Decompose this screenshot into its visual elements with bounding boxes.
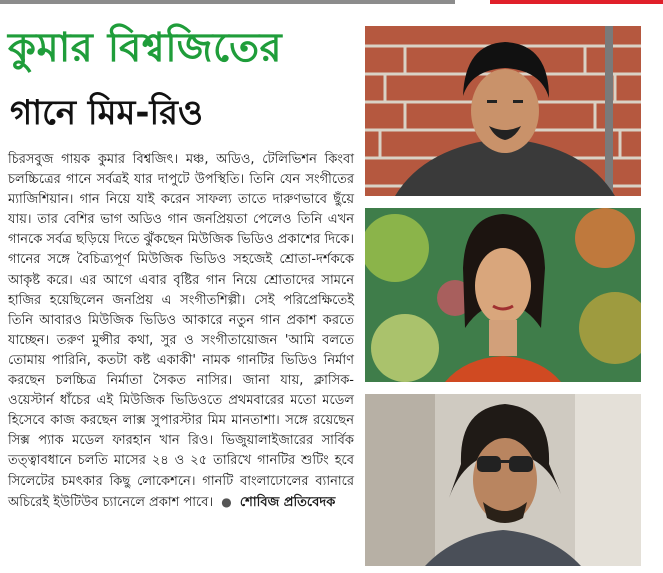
top-rule-grey <box>0 0 455 4</box>
photo-mim-mantasha <box>365 208 641 382</box>
article-byline: শোবিজ প্রতিবেদক <box>239 494 336 510</box>
article-body <box>8 150 354 513</box>
headline-line-2: গানে মিম-রিও <box>10 93 203 133</box>
headline-line-1: কুমার বিশ্বজিতের <box>8 25 283 71</box>
photo-kumar-biswajit <box>365 26 641 196</box>
article-paragraph: চিরসবুজ গায়ক কুমার বিশ্বজিৎ। মঞ্চ, অডিও, টেলিভিশন কিংবা চলচ্চিত্রের গানে সর্বত্রই যার দাপুটে উপস্থিতি। তিনি যেন সংগীতের ম্যাজিশিয়ান। গান নিয়ে যাই করেন সাফল্য তাতে দারুণভাবে ছুঁয়ে যায়। তার বেশির ভাগ অডিও গান জনপ্রিয়তা পেলেও তিনি এখন গানকে সর্বত্র ছড়িয়ে দিতে ঝুঁকছেন মিউজিক ভিডিও প্রকাশের দিকে। গানের সঙ্গে বৈচিত্র্যপূর্ণ মিউজিক ভিডিও সহজেই শ্রোতা-দর্শককে আকৃষ্ট করে। এর আগে এবার বৃষ্টির গান নিয়ে শ্রোতাদের সামনে হাজির হয়েছিলেন জনপ্রিয় এ সংগীতশিল্পী। সেই পরিপ্রেক্ষিতেই তিনি আবারও মিউজিক ভিডিও আকারে নতুন গান প্রকাশ করতে যাচ্ছেন। তরুণ মুন্সীর কথা, সুর ও সংগীতায়োজন 'আমি বলতে তোমায় পারিনি, কতটা কষ্ট একাকী' নামক গানটির ভিডিও নির্মাণ করছেন চলচ্চিত্র নির্মাতা সৈকত নাসির। জানা যায়, ক্লাসিক-ওয়েস্টার্ন ধাঁচের এই মিউজিক ভিডিওতে প্রথমবারের মতো মডেল হিসেবে কাজ করছেন লাক্স সুপারস্টার মিম মানতাশা। সঙ্গে রয়েছেন সিক্স প্যাক মডেল ফারহান খান রিও। ভিজুয়ালাইজারের সার্বিক তত্ত্বাবধানে চলতি মাসের ২৪ ও ২৫ তারিখে গানটির শুটিং হবে সিলেটের চমৎকার কিছু লোকেশনে। গানটি বাংলাঢোলের ব্যানারে অচিরেই ইউটিউব চ্যানেলে প্রকাশ পাবে। <box>8 152 354 510</box>
top-rule-red <box>490 0 663 4</box>
bullet-icon: ● <box>221 494 232 509</box>
photo-farhan-khan-rio <box>365 394 641 566</box>
